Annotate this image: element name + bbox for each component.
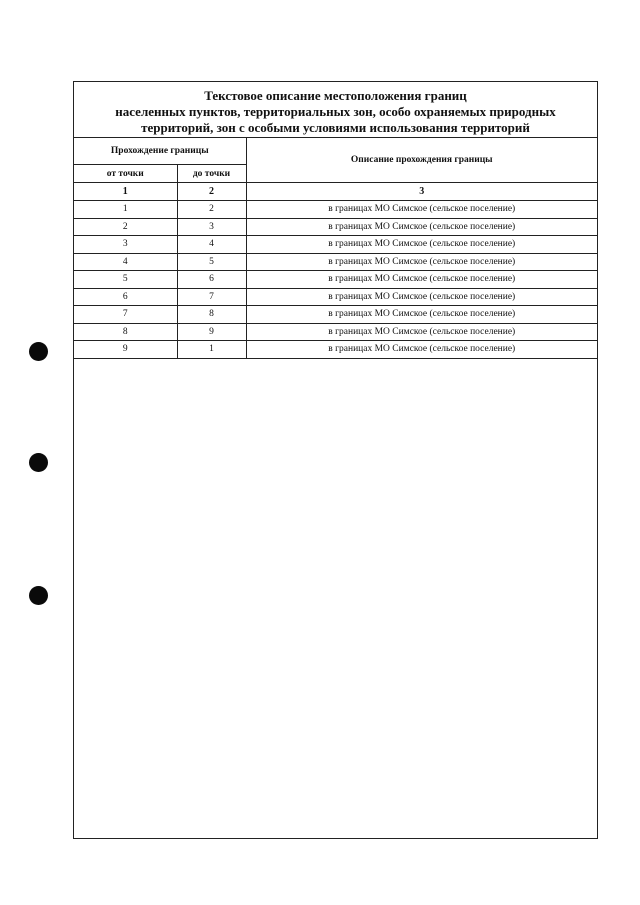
table-row bbox=[74, 218, 597, 236]
punch-hole-middle bbox=[29, 453, 48, 472]
from-point-cell: 3 bbox=[74, 236, 177, 254]
to-point-cell: 2 bbox=[177, 201, 246, 219]
column-number: 1 bbox=[74, 183, 177, 201]
description-cell: в границах МО Симское (сельское поселение) bbox=[246, 306, 597, 324]
from-point-cell: 1 bbox=[74, 201, 177, 219]
table-row bbox=[74, 306, 597, 324]
punch-hole-bottom bbox=[29, 586, 48, 605]
header-boundary-passage: Прохождение границы bbox=[74, 138, 246, 165]
table-row bbox=[74, 271, 597, 289]
description-cell: в границах МО Симское (сельское поселение) bbox=[246, 253, 597, 271]
from-point-cell: 6 bbox=[74, 288, 177, 306]
from-point-cell: 7 bbox=[74, 306, 177, 324]
document-title bbox=[74, 82, 597, 138]
description-cell: в границах МО Симское (сельское поселение) bbox=[246, 323, 597, 341]
table-row bbox=[74, 341, 597, 359]
description-cell: в границах МО Симское (сельское поселение) bbox=[246, 288, 597, 306]
punch-hole-top bbox=[29, 342, 48, 361]
description-cell: в границах МО Симское (сельское поселение) bbox=[246, 218, 597, 236]
title-line-1: Текстовое описание местоположения границ bbox=[204, 88, 467, 103]
to-point-cell: 4 bbox=[177, 236, 246, 254]
header-from-point: от точки bbox=[74, 165, 177, 183]
description-cell: в границах МО Симское (сельское поселение) bbox=[246, 236, 597, 254]
to-point-cell: 9 bbox=[177, 323, 246, 341]
from-point-cell: 5 bbox=[74, 271, 177, 289]
description-cell: в границах МО Симское (сельское поселение) bbox=[246, 271, 597, 289]
from-point-cell: 4 bbox=[74, 253, 177, 271]
to-point-cell: 1 bbox=[177, 341, 246, 359]
column-number: 2 bbox=[177, 183, 246, 201]
boundary-table bbox=[74, 138, 597, 359]
to-point-cell: 7 bbox=[177, 288, 246, 306]
to-point-cell: 8 bbox=[177, 306, 246, 324]
title-line-2: населенных пунктов, территориальных зон, особо охраняемых природных bbox=[115, 104, 556, 119]
header-description: Описание прохождения границы bbox=[246, 138, 597, 183]
from-point-cell: 2 bbox=[74, 218, 177, 236]
to-point-cell: 5 bbox=[177, 253, 246, 271]
description-cell: в границах МО Симское (сельское поселение) bbox=[246, 201, 597, 219]
from-point-cell: 9 bbox=[74, 341, 177, 359]
table-row bbox=[74, 288, 597, 306]
table-row bbox=[74, 236, 597, 254]
column-number: 3 bbox=[246, 183, 597, 201]
title-line-3: территорий, зон с особыми условиями использования территорий bbox=[141, 120, 530, 135]
to-point-cell: 6 bbox=[177, 271, 246, 289]
table-row bbox=[74, 201, 597, 219]
table-row bbox=[74, 253, 597, 271]
header-to-point: до точки bbox=[177, 165, 246, 183]
document-frame bbox=[73, 81, 598, 839]
description-cell: в границах МО Симское (сельское поселение) bbox=[246, 341, 597, 359]
to-point-cell: 3 bbox=[177, 218, 246, 236]
from-point-cell: 8 bbox=[74, 323, 177, 341]
table-row bbox=[74, 323, 597, 341]
